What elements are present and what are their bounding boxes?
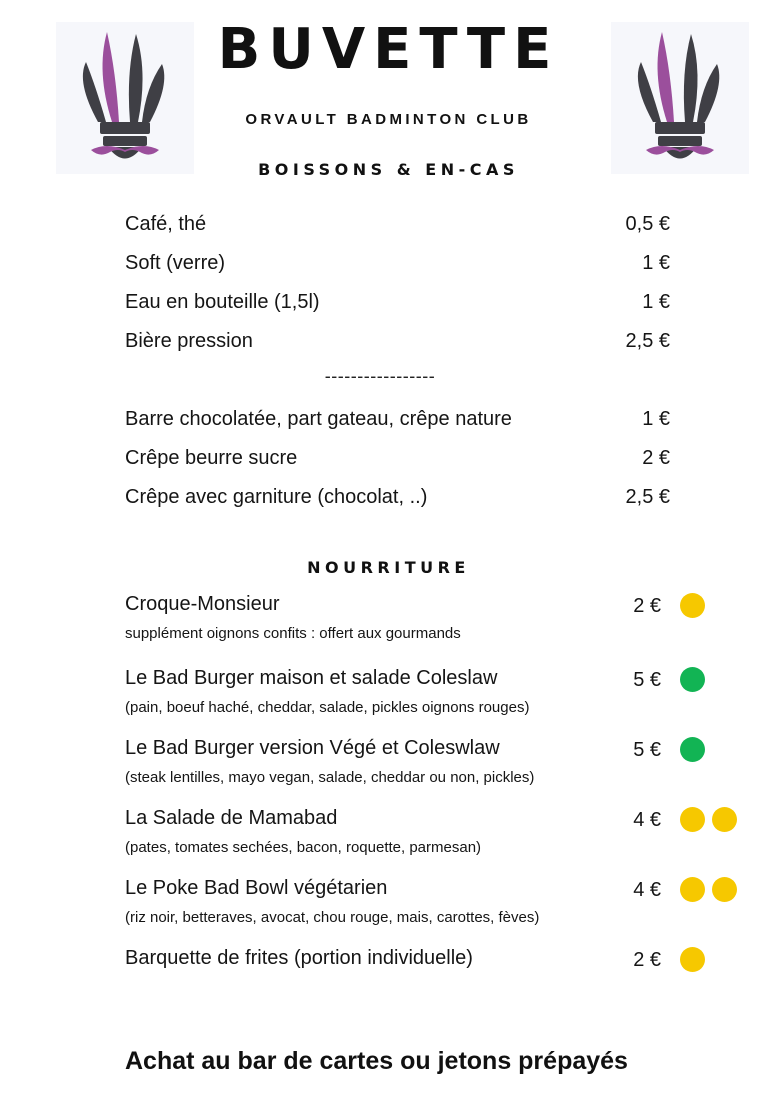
food-dots bbox=[680, 807, 744, 833]
food-name: Le Poke Bad Bowl végétarien bbox=[125, 877, 388, 899]
menu-row bbox=[125, 404, 670, 434]
yellow-dot-icon bbox=[712, 807, 737, 832]
food-name: La Salade de Mamabad bbox=[125, 807, 338, 829]
food-item bbox=[125, 733, 745, 803]
food-item bbox=[125, 589, 745, 659]
item-price: 2,5 € bbox=[625, 330, 670, 352]
food-item bbox=[125, 943, 745, 1013]
food-name: Croque-Monsieur bbox=[125, 593, 280, 615]
food-price: 2 € bbox=[633, 595, 661, 617]
nourriture-heading: NOURRITURE bbox=[307, 558, 470, 577]
item-name: Barre chocolatée, part gateau, crêpe nature bbox=[125, 408, 512, 430]
food-dots bbox=[680, 593, 712, 619]
item-name: Eau en bouteille (1,5l) bbox=[125, 291, 320, 313]
menu-row bbox=[125, 482, 670, 512]
food-price: 4 € bbox=[633, 809, 661, 831]
food-dots bbox=[680, 737, 712, 763]
item-price: 2 € bbox=[642, 447, 670, 469]
item-price: 1 € bbox=[642, 252, 670, 274]
food-price: 4 € bbox=[633, 879, 661, 901]
boissons-heading: BOISSONS & EN-CAS bbox=[258, 160, 519, 179]
food-item bbox=[125, 663, 745, 733]
food-price: 2 € bbox=[633, 949, 661, 971]
item-name: Bière pression bbox=[125, 330, 253, 352]
item-name: Soft (verre) bbox=[125, 252, 226, 274]
food-description: (riz noir, betteraves, avocat, chou rouge, mais, carottes, fèves) bbox=[125, 909, 540, 926]
menu-row bbox=[125, 443, 670, 473]
food-description: supplément oignons confits : offert aux gourmands bbox=[125, 625, 461, 642]
item-price: 1 € bbox=[642, 408, 670, 430]
menu-row bbox=[125, 248, 670, 278]
food-dots bbox=[680, 877, 744, 903]
page-title: BUVETTE bbox=[217, 17, 560, 82]
food-name: Le Bad Burger version Végé et Coleswlaw bbox=[125, 737, 500, 759]
item-name: Crêpe beurre sucre bbox=[125, 447, 298, 469]
menu-row bbox=[125, 209, 670, 239]
food-item bbox=[125, 873, 745, 943]
footer-note: Achat au bar de cartes ou jetons prépayés bbox=[125, 1047, 628, 1075]
food-description: (pates, tomates sechées, bacon, roquette, parmesan) bbox=[125, 839, 482, 856]
item-name: Café, thé bbox=[125, 213, 207, 235]
food-name: Barquette de frites (portion individuelle) bbox=[125, 947, 473, 969]
yellow-dot-icon bbox=[712, 877, 737, 902]
yellow-dot-icon bbox=[680, 877, 705, 902]
yellow-dot-icon bbox=[680, 807, 705, 832]
green-dot-icon bbox=[680, 667, 705, 692]
item-price: 0,5 € bbox=[625, 213, 670, 235]
yellow-dot-icon bbox=[680, 947, 705, 972]
menu-row bbox=[125, 326, 670, 356]
green-dot-icon bbox=[680, 737, 705, 762]
food-dots bbox=[680, 947, 712, 973]
food-name: Le Bad Burger maison et salade Coleslaw bbox=[125, 667, 498, 689]
food-price: 5 € bbox=[633, 669, 661, 691]
food-description: (pain, boeuf haché, cheddar, salade, pickles oignons rouges) bbox=[125, 699, 530, 716]
club-name: ORVAULT BADMINTON CLUB bbox=[245, 111, 532, 128]
food-price: 5 € bbox=[633, 739, 661, 761]
item-price: 2,5 € bbox=[625, 486, 670, 508]
yellow-dot-icon bbox=[680, 593, 705, 618]
food-dots bbox=[680, 667, 712, 693]
item-price: 1 € bbox=[642, 291, 670, 313]
separator-line: ----------------- bbox=[324, 366, 436, 386]
food-item bbox=[125, 803, 745, 873]
menu-row bbox=[125, 287, 670, 317]
food-description: (steak lentilles, mayo vegan, salade, cheddar ou non, pickles) bbox=[125, 769, 535, 786]
item-name: Crêpe avec garniture (chocolat, ..) bbox=[125, 486, 428, 508]
